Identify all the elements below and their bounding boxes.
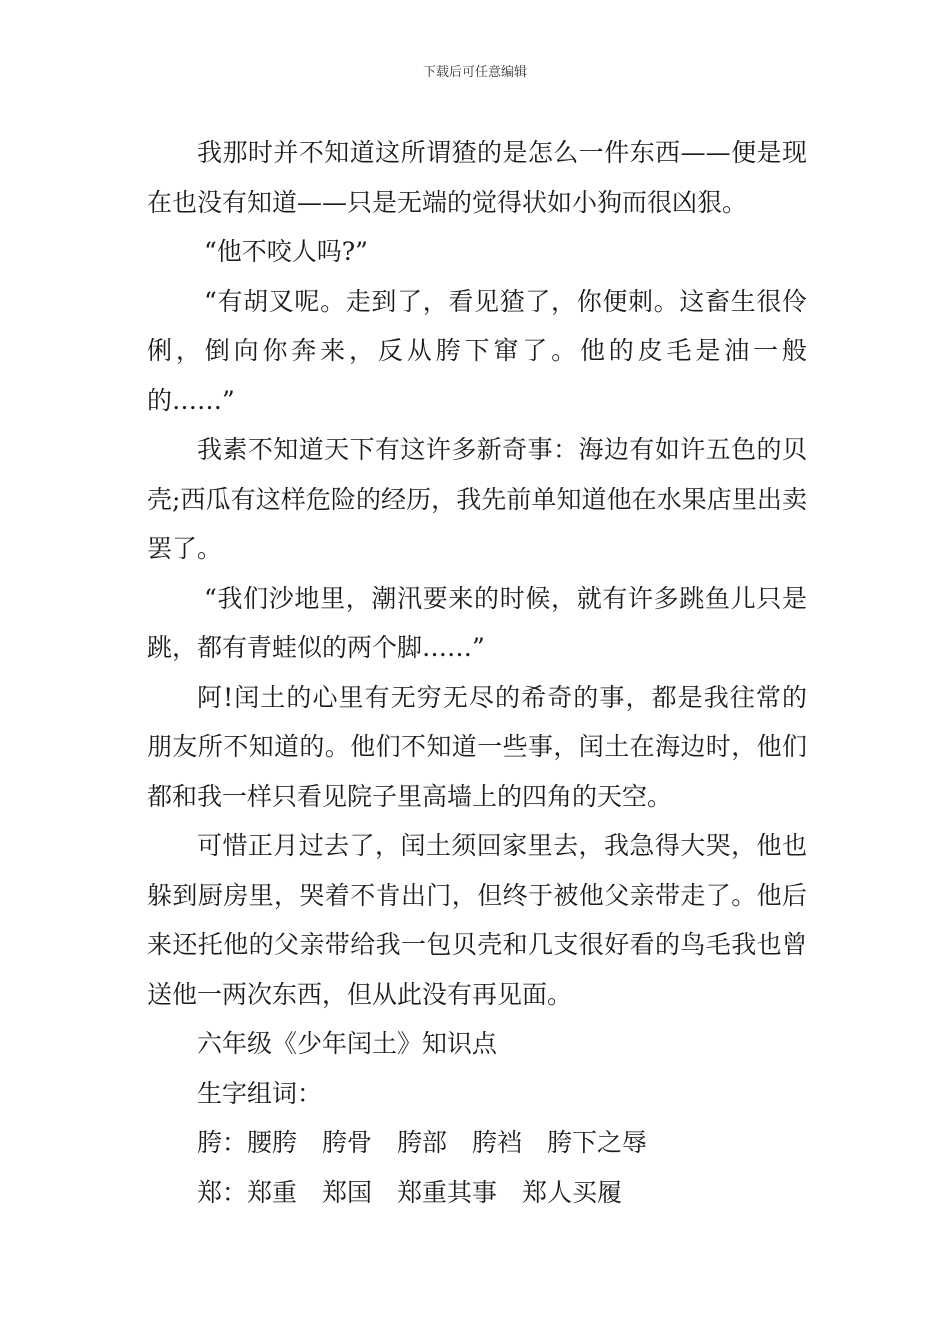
word-list-line: 郑：郑重 郑国 郑重其事 郑人买履 <box>197 1177 623 1207</box>
paragraph: 阿!闰土的心里有无穷无尽的希奇的事，都是我往常的朋友所不知道的。他们不知道一些事，闰土在海边时，他们都和我一样只看见院子里高墙上的四角的天空。 <box>147 682 807 811</box>
subsection-label: 生字组词： <box>197 1078 323 1108</box>
paragraph: 可惜正月过去了，闰土须回家里去，我急得大哭，他也躲到厨房里，哭着不肯出门，但终于被他父亲带走了。他后来还托他的父亲带给我一包贝壳和几支很好看的鸟毛我也曾送他一两次东西，但从此没有再见面。 <box>147 831 807 1009</box>
page-header: 下载后可任意编辑 <box>422 65 527 80</box>
paragraph: “有胡叉呢。走到了，看见猹了，你便刺。这畜生很伶俐，倒向你奔来，反从胯下窜了。他的皮毛是油一般的……” <box>147 286 807 415</box>
word-list-line: 胯：腰胯 胯骨 胯部 胯裆 胯下之辱 <box>197 1128 648 1157</box>
paragraph: “他不咬人吗?” <box>204 237 368 266</box>
paragraph: 我那时并不知道这所谓猹的是怎么一件东西——便是现在也没有知道——只是无端的觉得状如小狗而很凶狠。 <box>147 138 807 217</box>
section-title: 六年级《少年闰土》知识点 <box>197 1029 498 1058</box>
paragraph: “我们沙地里，潮汛要来的时候，就有许多跳鱼儿只是跳，都有青蛙似的两个脚……” <box>147 583 807 662</box>
document-body <box>147 128 807 1217</box>
paragraph: 我素不知道天下有这许多新奇事：海边有如许五色的贝壳;西瓜有这样危险的经历，我先前单知道他在水果店里出卖罢了。 <box>147 435 807 563</box>
